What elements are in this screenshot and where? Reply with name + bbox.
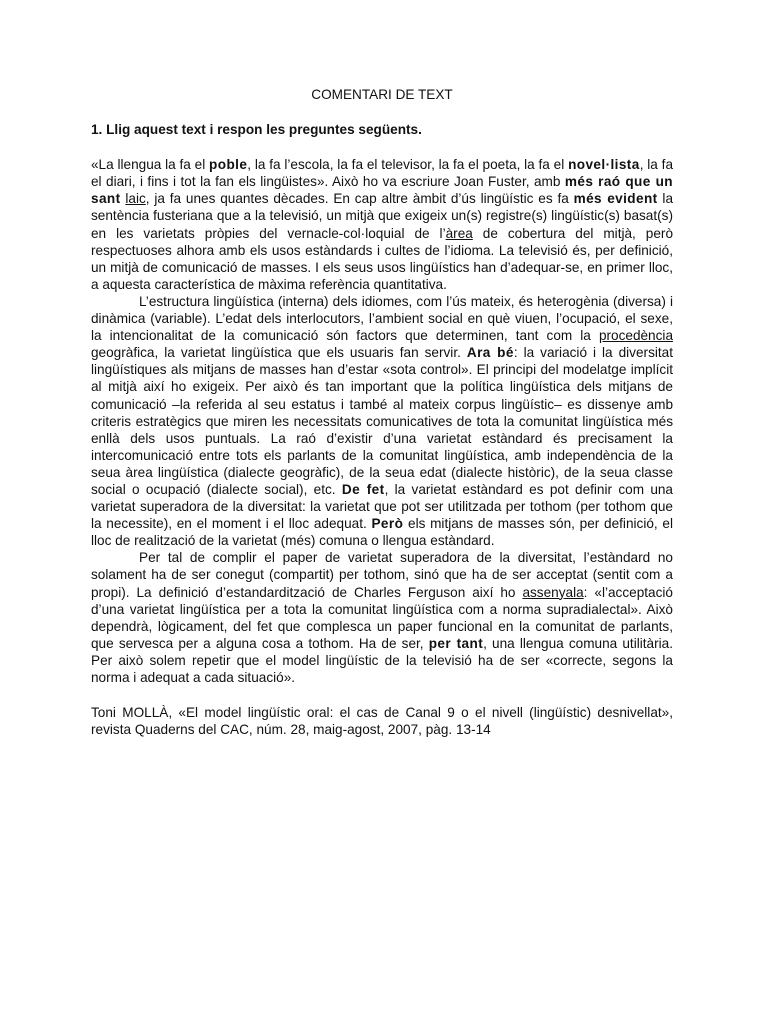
text-run: , la fa l’escola, la fa el televisor, la fa el poeta, la fa el bbox=[247, 157, 569, 173]
text-run: : la variació i la diversitat lingüístiques als mitjans de masses han d’estar «sota control». El principi del modelatge implícit al mitjà així ho exigeix. Per això és tan important que la política lingüística dels mitjans de comunicació –la referida al seu estatus i també al mateix corpus lingüístic– es dissenye amb criteris estratègics que miren les necessitats comunicatives de tota la comunitat lingüística més enllà dels usos puntuals. La raó d’existir d’una varietat estàndard és precisament la intercomunicació entre tots els parlants de la comunitat lingüística, amb independència de la seua àrea lingüística (dialecte geogràfic), de la seua edat (dialecte històric), de la seua classe social o ocupació (dialecte social), etc. bbox=[91, 345, 673, 497]
source-citation: Toni MOLLÀ, «El model lingüístic oral: el cas de Canal 9 o el nivell (lingüístic) desnivellat», revista Quaderns del CAC, núm. 28, maig-agost, 2007, pàg. 13-14 bbox=[91, 705, 673, 738]
text-run: , una llengua comuna utilitària. Per això solem repetir que el model lingüístic de la televisió ha de ser «correcte, segons la norma i adequat a cada situació». bbox=[91, 635, 673, 685]
text-run: els mitjans de masses són, per definició, el lloc de realització de la varietat (més) comuna o llengua estàndard. bbox=[91, 516, 673, 549]
text-run: , la fa el diari, i fins i tot la fan els lingüistes». Això ho va escriure Joan Fuster, amb bbox=[91, 157, 674, 190]
text-run: «La llengua la fa el bbox=[91, 157, 210, 173]
document-page bbox=[91, 86, 673, 738]
bold-phrase: més raó que un sant bbox=[91, 174, 673, 207]
underlined-word: procedència bbox=[598, 328, 673, 344]
text-run: geogràfica, la varietat lingüística que els usuaris fan servir. bbox=[91, 345, 467, 361]
text-run: L’estructura lingüística (interna) dels idiomes, com l’ús mateix, és heterogènia (diversa) i dinàmica (variable). L’edat dels interlocutors, l’ambient social en què viuen, l’ocupació, el sexe, la intencionalitat de la comunicació són factors que determinen, tant com la bbox=[91, 293, 673, 344]
exercise-instruction: 1. Llig aquest text i respon les preguntes següents. bbox=[91, 122, 422, 138]
text-run: la sentència fusteriana que a la televisió, un mitjà que exigeix un(s) registre(s) lingüístic(s) basat(s) en les varietats pròpies del vernacle-col·loquial de l’ bbox=[91, 191, 673, 241]
bold-phrase: De fet bbox=[341, 481, 385, 497]
bold-phrase: Però bbox=[371, 516, 404, 532]
bold-phrase: Ara bé bbox=[466, 345, 514, 361]
bold-phrase: poble bbox=[209, 157, 248, 173]
text-run: , ja fa unes quantes dècades. En cap altre àmbit d’ús lingüístic es fa bbox=[145, 191, 574, 207]
underlined-word: laic bbox=[125, 191, 146, 207]
paragraph-1 bbox=[91, 156, 673, 293]
bold-phrase: novel·lista bbox=[568, 157, 640, 173]
document-title: COMENTARI DE TEXT bbox=[311, 87, 453, 102]
text-run: de cobertura del mitjà, però respectuoses alhora amb els usos estàndards i cultes de l’idioma. La televisió és, per definició, un mitjà de comunicació de masses. I els seus usos lingüístics han d’adequar-se, en primer lloc, a aquesta característica de màxima referència quantitativa. bbox=[91, 225, 674, 292]
text-run: : «l’acceptació d’una varietat lingüística per a tota la comunitat lingüística com a norma supradialectal». Això dependrà, lògicament, del fet que complesca un paper funcional en la comunitat de parlants, que servesca per a alguna cosa a tothom. Ha de ser, bbox=[91, 584, 673, 651]
underlined-word: àrea bbox=[445, 225, 473, 241]
text-run: , la varietat estàndard es pot definir com una varietat superadora de la diversitat: la varietat que pot ser utilitzada per tothom (per tothom que la necessite), en el moment i el lloc adequat. bbox=[91, 481, 673, 532]
underlined-word: assenyala bbox=[522, 584, 584, 600]
paragraph-2 bbox=[91, 293, 673, 549]
text-run: Per tal de complir el paper de varietat superadora de la diversitat, l’estàndard no solament ha de ser conegut (compartit) per tothom, sinó que ha de ser acceptat (sentit com a propi). La definició d’estandardització de Charles Ferguson així ho bbox=[91, 550, 673, 600]
bold-phrase: per tant bbox=[428, 635, 484, 651]
bold-phrase: més evident bbox=[573, 191, 658, 207]
paragraph-3 bbox=[91, 549, 673, 686]
